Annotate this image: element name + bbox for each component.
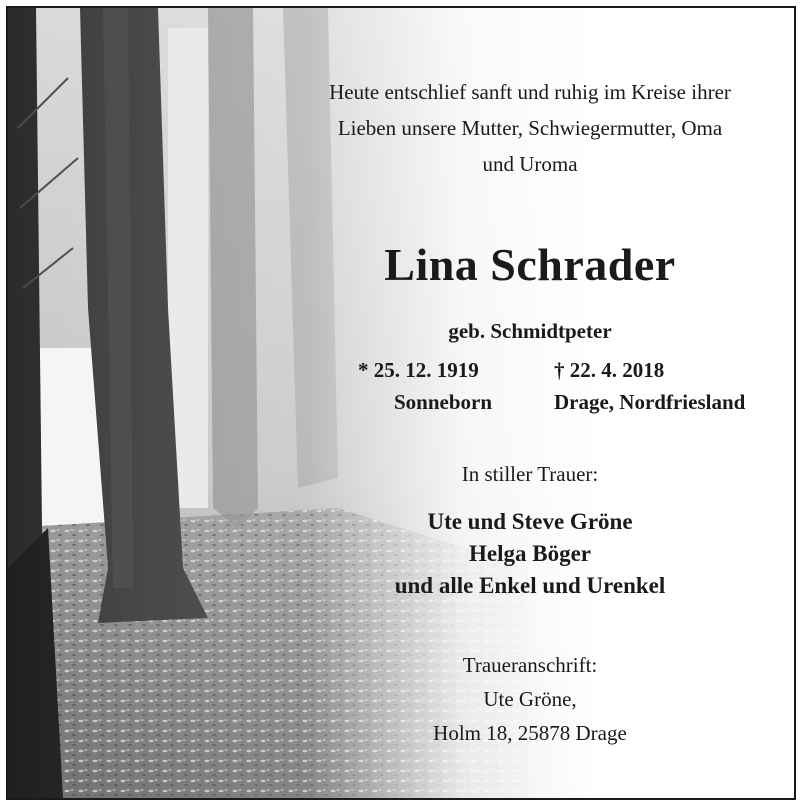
- birth-name: geb. Schmidtpeter: [448, 319, 612, 343]
- birth-place: Sonneborn: [394, 390, 493, 414]
- family-member-2: Helga Böger: [469, 541, 591, 566]
- death-date: † 22. 4. 2018: [554, 358, 665, 382]
- death-place: Drage, Nordfriesland: [554, 390, 746, 414]
- intro-line-2: Lieben unsere Mutter, Schwiegermutter, Oma: [337, 116, 723, 140]
- mourning-label: In stiller Trauer:: [461, 462, 599, 486]
- obituary-frame: [6, 6, 796, 800]
- birth-date: * 25. 12. 1919: [358, 358, 479, 382]
- intro-text: [270, 74, 790, 182]
- intro-line-3: und Uroma: [482, 152, 578, 176]
- family-list: [270, 506, 790, 602]
- mourning-address: [270, 648, 790, 750]
- deceased-name: Lina Schrader: [384, 239, 676, 290]
- family-member-3: und alle Enkel und Urenkel: [394, 573, 666, 598]
- intro-line-1: Heute entschlief sanft und ruhig im Kreise ihrer: [329, 80, 731, 104]
- address-street: Holm 18, 25878 Drage: [433, 721, 627, 745]
- address-label: Traueranschrift:: [462, 653, 598, 677]
- obituary-text: [270, 8, 790, 798]
- family-member-1: Ute und Steve Gröne: [427, 509, 633, 534]
- address-name: Ute Gröne,: [483, 687, 577, 711]
